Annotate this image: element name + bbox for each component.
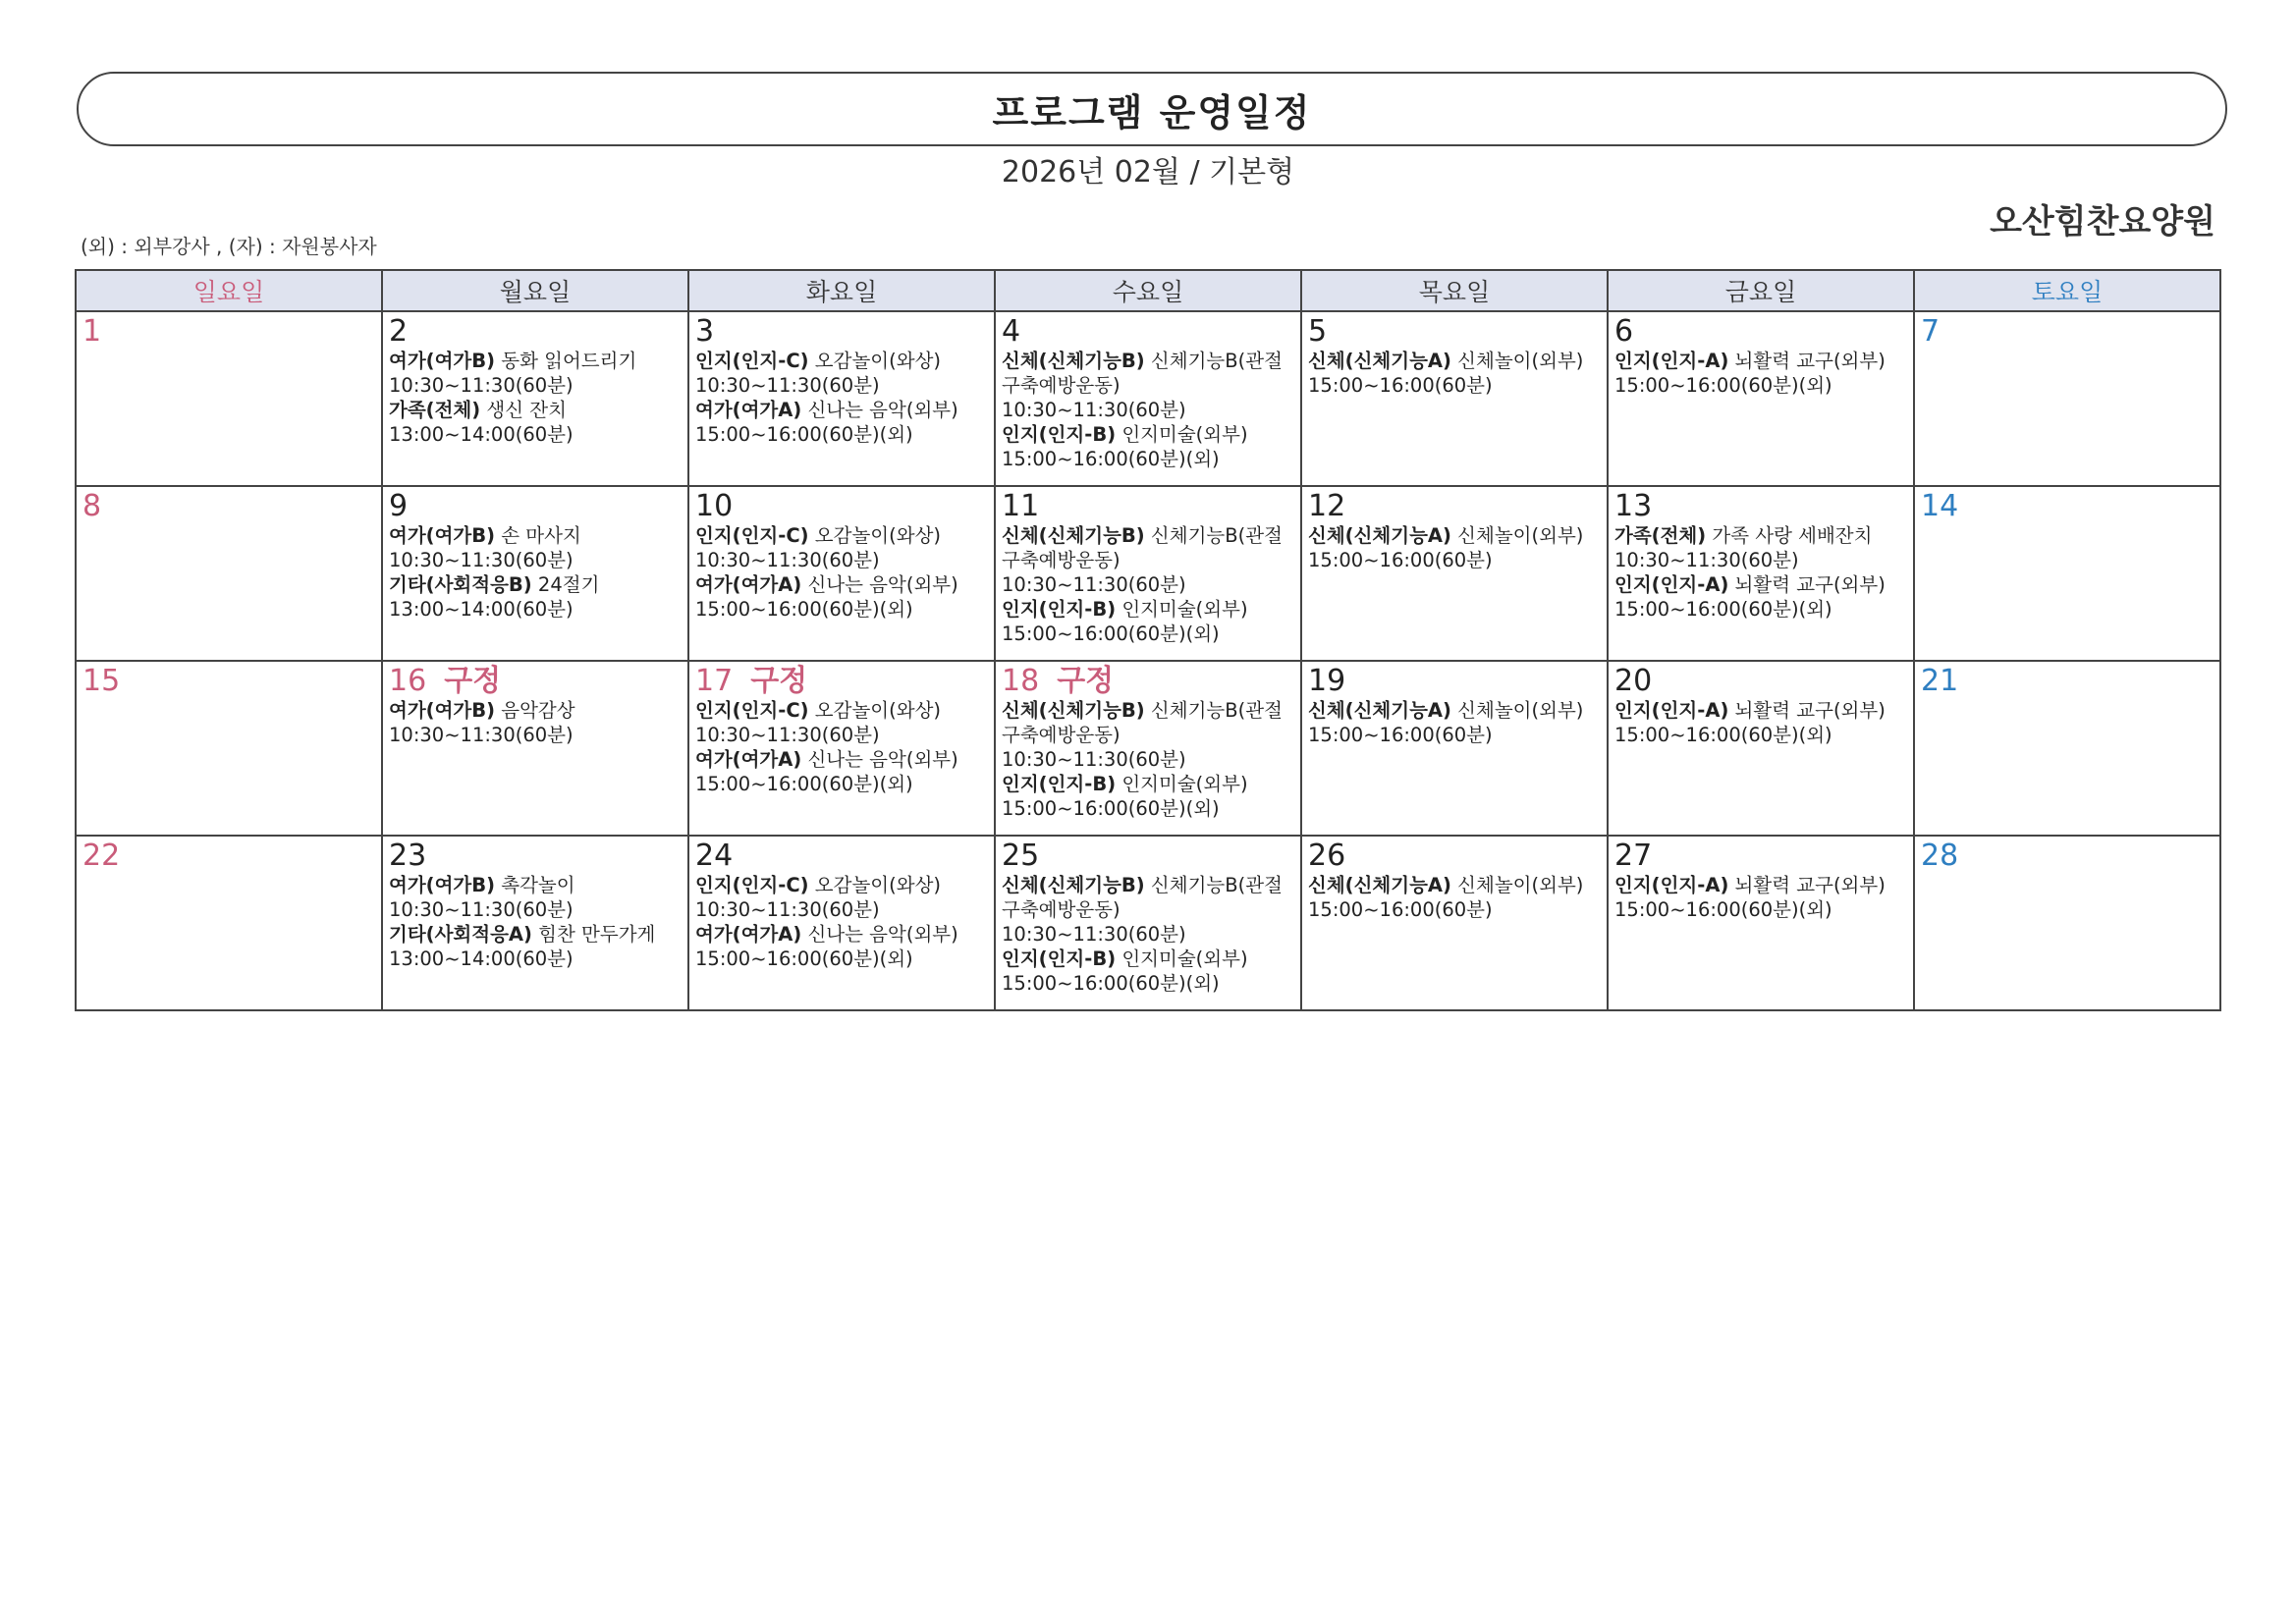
organization-name: 오산힘찬요양원 xyxy=(1990,202,2215,242)
day-number-row xyxy=(1614,665,1907,698)
program-category: 여가(여가B) xyxy=(389,699,496,722)
holiday-label: 구정 xyxy=(1057,664,1115,698)
program-line xyxy=(389,349,682,373)
calendar-day-cell xyxy=(688,661,995,836)
weekday-sat: 토요일 xyxy=(1914,270,2220,311)
day-number: 28 xyxy=(1921,839,1959,873)
program-category: 인지(인지-C) xyxy=(695,524,809,547)
program-description: 인지미술(외부) xyxy=(1116,947,1248,970)
program-time: 15:00~16:00(60분) xyxy=(1308,898,1493,921)
program-time: 13:00~14:00(60분) xyxy=(389,947,574,970)
weekday-header-row xyxy=(76,270,2220,311)
program-category: 여가(여가B) xyxy=(389,874,496,896)
program-line xyxy=(695,398,988,422)
calendar-day-cell xyxy=(1608,311,1914,486)
program-category: 인지(인지-C) xyxy=(695,699,809,722)
calendar-day-cell xyxy=(76,311,382,486)
program-time: 10:30~11:30(60분) xyxy=(695,549,880,571)
day-number-row xyxy=(82,665,375,698)
day-number: 3 xyxy=(695,314,715,349)
program-line xyxy=(695,572,988,597)
program-time: 10:30~11:30(60분) xyxy=(1614,549,1799,571)
program-line xyxy=(1002,349,1294,398)
page-title: 프로그램 운영일정 xyxy=(992,90,1312,135)
program-time: 15:00~16:00(60분)(외) xyxy=(695,947,913,970)
calendar-day-cell xyxy=(76,836,382,1010)
weekday-wed: 수요일 xyxy=(995,270,1301,311)
program-line xyxy=(389,698,682,723)
day-number: 22 xyxy=(82,839,121,873)
program-line xyxy=(389,873,682,897)
day-number: 6 xyxy=(1614,314,1634,349)
program-time: 10:30~11:30(60분) xyxy=(1002,399,1186,421)
calendar-day-cell xyxy=(382,836,688,1010)
calendar-day-cell xyxy=(1301,486,1608,661)
program-description: 오감놀이(와상) xyxy=(808,874,942,896)
program-time: 13:00~14:00(60분) xyxy=(389,598,574,621)
program-line xyxy=(389,523,682,548)
program-description: 힘찬 만두가게 xyxy=(531,923,656,946)
program-time: 10:30~11:30(60분) xyxy=(1002,748,1186,771)
day-number: 24 xyxy=(695,839,734,873)
program-description: 인지미술(외부) xyxy=(1116,598,1248,621)
program-description: 신체기능B(관절구축예방운동) xyxy=(1002,874,1283,921)
day-number-row xyxy=(1002,839,1294,873)
program-time: 15:00~16:00(60분)(외) xyxy=(695,598,913,621)
program-line xyxy=(1002,873,1294,922)
calendar-day-cell xyxy=(995,486,1301,661)
program-category: 인지(인지-A) xyxy=(1614,350,1729,372)
program-line xyxy=(1614,572,1907,597)
program-category: 인지(인지-B) xyxy=(1002,773,1117,795)
program-line xyxy=(1002,947,1294,971)
day-number-row xyxy=(1921,490,2214,523)
program-line xyxy=(1614,349,1907,373)
program-category: 여가(여가B) xyxy=(389,350,496,372)
program-description: 신체기능B(관절구축예방운동) xyxy=(1002,524,1283,571)
calendar-day-cell xyxy=(1608,486,1914,661)
day-number: 14 xyxy=(1921,489,1959,523)
program-description: 24절기 xyxy=(531,573,600,596)
day-number-row xyxy=(389,315,682,349)
program-description: 뇌활력 교구(외부) xyxy=(1728,350,1886,372)
program-description: 가족 사랑 세배잔치 xyxy=(1706,524,1873,547)
program-description: 신체놀이(외부) xyxy=(1450,874,1584,896)
program-line xyxy=(695,349,988,373)
program-category: 신체(신체기능A) xyxy=(1308,350,1451,372)
day-number: 9 xyxy=(389,489,409,523)
program-time: 10:30~11:30(60분) xyxy=(389,898,574,921)
day-number-row xyxy=(82,315,375,349)
day-number-row xyxy=(695,315,988,349)
day-number: 27 xyxy=(1614,839,1653,873)
program-description: 오감놀이(와상) xyxy=(808,524,942,547)
day-number: 15 xyxy=(82,664,121,698)
program-line xyxy=(695,698,988,723)
program-line xyxy=(695,747,988,772)
program-line xyxy=(1002,698,1294,747)
legend-note: (외) : 외부강사 , (자) : 자원봉사자 xyxy=(81,235,377,258)
program-category: 기타(사회적응B) xyxy=(389,573,532,596)
day-number: 5 xyxy=(1308,314,1328,349)
program-category: 신체(신체기능B) xyxy=(1002,699,1145,722)
day-number: 1 xyxy=(82,314,102,349)
program-description: 신나는 음악(외부) xyxy=(801,399,958,421)
program-category: 여가(여가A) xyxy=(695,573,802,596)
calendar-day-cell xyxy=(1608,836,1914,1010)
day-number-row xyxy=(82,839,375,873)
program-line xyxy=(695,922,988,947)
program-time: 15:00~16:00(60분) xyxy=(1308,374,1493,397)
calendar-week-row xyxy=(76,661,2220,836)
day-number-row xyxy=(695,490,988,523)
calendar-day-cell xyxy=(995,661,1301,836)
program-line xyxy=(1308,698,1601,723)
day-number: 13 xyxy=(1614,489,1653,523)
calendar-day-cell xyxy=(382,486,688,661)
program-category: 기타(사회적응A) xyxy=(389,923,532,946)
program-time: 10:30~11:30(60분) xyxy=(389,374,574,397)
program-category: 인지(인지-B) xyxy=(1002,423,1117,446)
day-number-row xyxy=(1308,315,1601,349)
program-category: 신체(신체기능B) xyxy=(1002,524,1145,547)
holiday-label: 구정 xyxy=(750,664,808,698)
program-description: 인지미술(외부) xyxy=(1116,773,1248,795)
day-number-row xyxy=(1614,839,1907,873)
program-description: 신나는 음악(외부) xyxy=(801,923,958,946)
calendar-day-cell xyxy=(995,311,1301,486)
program-time: 15:00~16:00(60분)(외) xyxy=(1002,797,1220,820)
day-number-row xyxy=(1614,315,1907,349)
page-subtitle: 2026년 02월 / 기본형 xyxy=(1001,155,1295,189)
calendar-day-cell xyxy=(1608,661,1914,836)
program-description: 뇌활력 교구(외부) xyxy=(1728,874,1886,896)
day-number: 2 xyxy=(389,314,409,349)
day-number-row xyxy=(1614,490,1907,523)
day-number-row xyxy=(695,665,988,698)
program-description: 신체놀이(외부) xyxy=(1450,350,1584,372)
weekday-mon: 월요일 xyxy=(382,270,688,311)
program-line xyxy=(1308,873,1601,897)
calendar-day-cell xyxy=(688,311,995,486)
program-line xyxy=(1002,772,1294,796)
day-number: 20 xyxy=(1614,664,1653,698)
program-line xyxy=(1614,523,1907,548)
program-line xyxy=(1308,349,1601,373)
calendar-day-cell xyxy=(382,311,688,486)
program-category: 여가(여가A) xyxy=(695,923,802,946)
program-category: 인지(인지-A) xyxy=(1614,699,1729,722)
program-category: 신체(신체기능A) xyxy=(1308,874,1451,896)
program-line xyxy=(389,398,682,422)
weekday-sun: 일요일 xyxy=(76,270,382,311)
day-number-row xyxy=(1308,839,1601,873)
program-category: 인지(인지-B) xyxy=(1002,598,1117,621)
program-description: 음악감상 xyxy=(495,699,575,722)
calendar-week-row xyxy=(76,836,2220,1010)
day-number: 23 xyxy=(389,839,427,873)
program-category: 신체(신체기능A) xyxy=(1308,524,1451,547)
program-line xyxy=(389,922,682,947)
day-number-row xyxy=(82,490,375,523)
day-number-row xyxy=(1921,665,2214,698)
program-time: 15:00~16:00(60분)(외) xyxy=(1614,374,1832,397)
calendar-day-cell xyxy=(1914,486,2220,661)
day-number: 7 xyxy=(1921,314,1941,349)
program-time: 10:30~11:30(60분) xyxy=(389,549,574,571)
day-number-row xyxy=(1921,315,2214,349)
program-description: 생신 잔치 xyxy=(480,399,567,421)
program-description: 뇌활력 교구(외부) xyxy=(1728,699,1886,722)
calendar-day-cell xyxy=(1914,661,2220,836)
program-line xyxy=(695,873,988,897)
day-number: 16 xyxy=(389,664,427,698)
program-time: 10:30~11:30(60분) xyxy=(1002,923,1186,946)
day-number-row xyxy=(695,839,988,873)
program-description: 오감놀이(와상) xyxy=(808,350,942,372)
program-category: 인지(인지-C) xyxy=(695,874,809,896)
calendar-day-cell xyxy=(1914,836,2220,1010)
program-time: 13:00~14:00(60분) xyxy=(389,423,574,446)
program-description: 신나는 음악(외부) xyxy=(801,748,958,771)
program-time: 15:00~16:00(60분) xyxy=(1308,549,1493,571)
program-category: 여가(여가B) xyxy=(389,524,496,547)
program-category: 신체(신체기능A) xyxy=(1308,699,1451,722)
calendar-week-row xyxy=(76,486,2220,661)
day-number: 11 xyxy=(1002,489,1040,523)
program-time: 15:00~16:00(60분) xyxy=(1308,724,1493,746)
day-number: 19 xyxy=(1308,664,1346,698)
program-time: 15:00~16:00(60분)(외) xyxy=(1614,898,1832,921)
day-number: 25 xyxy=(1002,839,1040,873)
program-category: 인지(인지-C) xyxy=(695,350,809,372)
program-time: 10:30~11:30(60분) xyxy=(695,374,880,397)
day-number-row xyxy=(1921,839,2214,873)
program-time: 10:30~11:30(60분) xyxy=(1002,573,1186,596)
program-time: 15:00~16:00(60분)(외) xyxy=(1002,972,1220,995)
program-description: 신체기능B(관절구축예방운동) xyxy=(1002,350,1283,397)
calendar-day-cell xyxy=(688,486,995,661)
program-category: 신체(신체기능B) xyxy=(1002,874,1145,896)
program-time: 10:30~11:30(60분) xyxy=(695,724,880,746)
day-number-row xyxy=(389,665,682,698)
weekday-thu: 목요일 xyxy=(1301,270,1608,311)
program-line xyxy=(389,572,682,597)
day-number-row xyxy=(389,839,682,873)
program-time: 15:00~16:00(60분)(외) xyxy=(1002,448,1220,470)
program-description: 손 마사지 xyxy=(495,524,581,547)
calendar-day-cell xyxy=(688,836,995,1010)
calendar-day-cell xyxy=(76,486,382,661)
program-category: 인지(인지-A) xyxy=(1614,573,1729,596)
program-time: 15:00~16:00(60분)(외) xyxy=(1002,623,1220,645)
program-category: 인지(인지-B) xyxy=(1002,947,1117,970)
weekday-fri: 금요일 xyxy=(1608,270,1914,311)
day-number-row xyxy=(1308,490,1601,523)
calendar-day-cell xyxy=(1301,661,1608,836)
day-number: 21 xyxy=(1921,664,1959,698)
program-line xyxy=(1002,422,1294,447)
program-line xyxy=(1002,597,1294,622)
day-number-row xyxy=(1002,490,1294,523)
day-number: 17 xyxy=(695,664,734,698)
title-banner xyxy=(77,72,2227,146)
calendar-day-cell xyxy=(995,836,1301,1010)
program-line xyxy=(1308,523,1601,548)
calendar-day-cell xyxy=(1301,836,1608,1010)
program-description: 인지미술(외부) xyxy=(1116,423,1248,446)
day-number-row xyxy=(1308,665,1601,698)
calendar-day-cell xyxy=(1301,311,1608,486)
day-number: 4 xyxy=(1002,314,1021,349)
calendar-day-cell xyxy=(1914,311,2220,486)
program-description: 신나는 음악(외부) xyxy=(801,573,958,596)
program-category: 가족(전체) xyxy=(1614,524,1707,547)
program-line xyxy=(1002,523,1294,572)
day-number: 12 xyxy=(1308,489,1346,523)
holiday-label: 구정 xyxy=(444,664,502,698)
day-number: 18 xyxy=(1002,664,1040,698)
program-category: 여가(여가A) xyxy=(695,748,802,771)
weekday-tue: 화요일 xyxy=(688,270,995,311)
program-line xyxy=(695,523,988,548)
program-time: 15:00~16:00(60분)(외) xyxy=(695,423,913,446)
day-number-row xyxy=(1002,315,1294,349)
day-number: 8 xyxy=(82,489,102,523)
day-number: 26 xyxy=(1308,839,1346,873)
calendar-table xyxy=(75,269,2221,1011)
program-description: 신체기능B(관절구축예방운동) xyxy=(1002,699,1283,746)
program-category: 신체(신체기능B) xyxy=(1002,350,1145,372)
day-number: 10 xyxy=(695,489,734,523)
calendar-week-row xyxy=(76,311,2220,486)
program-description: 동화 읽어드리기 xyxy=(495,350,637,372)
program-description: 신체놀이(외부) xyxy=(1450,699,1584,722)
program-line xyxy=(1614,698,1907,723)
program-description: 촉각놀이 xyxy=(495,874,575,896)
program-time: 15:00~16:00(60분)(외) xyxy=(695,773,913,795)
program-time: 10:30~11:30(60분) xyxy=(389,724,574,746)
day-number-row xyxy=(389,490,682,523)
day-number-row xyxy=(1002,665,1294,698)
calendar-day-cell xyxy=(76,661,382,836)
program-time: 15:00~16:00(60분)(외) xyxy=(1614,724,1832,746)
program-category: 인지(인지-A) xyxy=(1614,874,1729,896)
program-line xyxy=(1614,873,1907,897)
calendar-day-cell xyxy=(382,661,688,836)
program-description: 신체놀이(외부) xyxy=(1450,524,1584,547)
program-time: 15:00~16:00(60분)(외) xyxy=(1614,598,1832,621)
program-time: 10:30~11:30(60분) xyxy=(695,898,880,921)
program-description: 뇌활력 교구(외부) xyxy=(1728,573,1886,596)
program-category: 가족(전체) xyxy=(389,399,481,421)
program-description: 오감놀이(와상) xyxy=(808,699,942,722)
program-category: 여가(여가A) xyxy=(695,399,802,421)
